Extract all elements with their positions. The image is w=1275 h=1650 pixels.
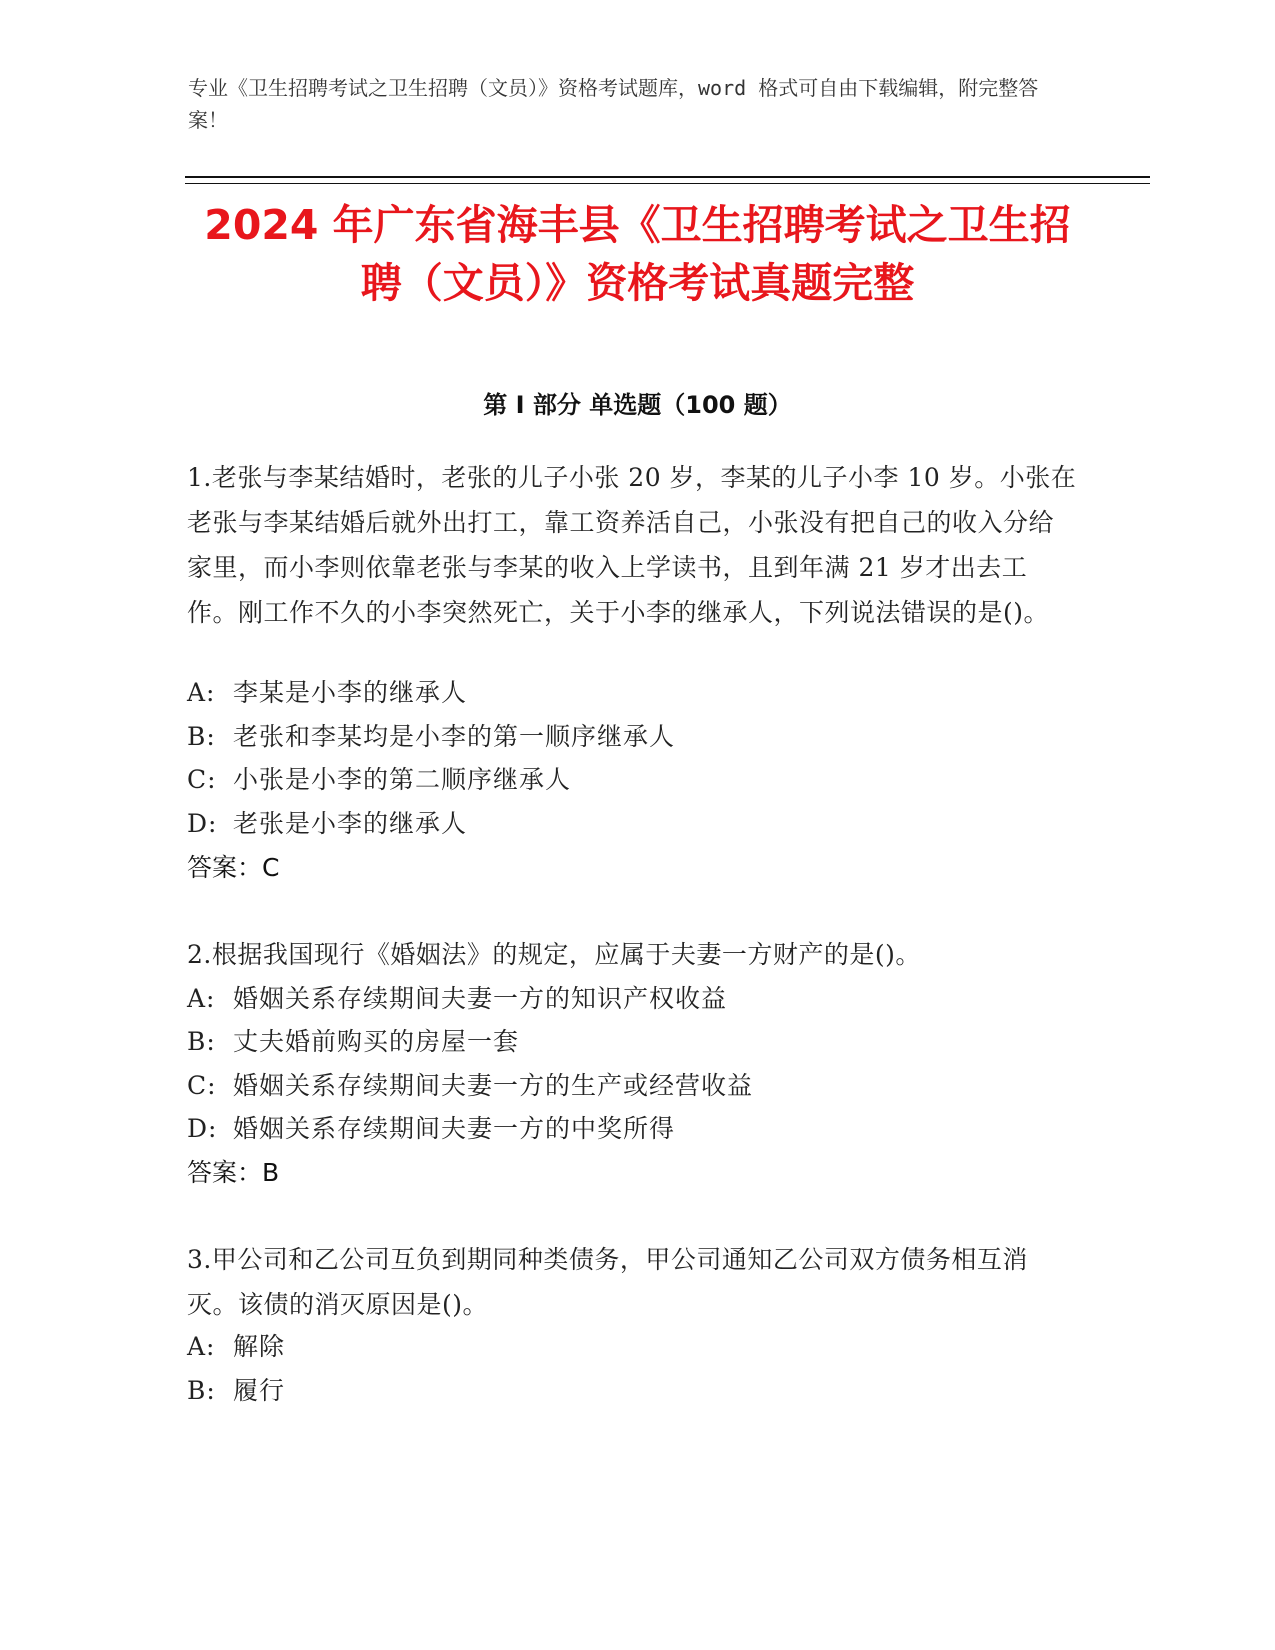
question-2-option-c: [187, 1063, 1077, 1108]
option-text: 婚姻关系存续期间夫妻一方的生产或经营收益: [233, 1071, 754, 1100]
option-text: 履行: [233, 1376, 286, 1405]
option-letter: D:: [187, 1114, 218, 1143]
header-divider-thin: [185, 183, 1150, 184]
option-letter: C:: [187, 765, 217, 794]
option-text: 婚姻关系存续期间夫妻一方的中奖所得: [233, 1114, 676, 1143]
question-3-stem: 3.甲公司和乙公司互负到期同种类债务，甲公司通知乙公司双方债务相互消灭。该债的消灭原因是()。: [187, 1245, 1028, 1319]
option-letter: B:: [187, 1027, 216, 1056]
option-text: 李某是小李的继承人: [233, 678, 468, 707]
question-1-option-b: [187, 714, 1077, 759]
option-letter: C:: [187, 1071, 217, 1100]
question-1-option-a: [187, 670, 1077, 715]
section-heading: 第 I 部分 单选题（100 题）: [483, 391, 792, 419]
option-text: 老张和李某均是小李的第一顺序继承人: [233, 722, 676, 751]
option-letter: A:: [187, 984, 216, 1013]
answer-value: B: [262, 1158, 280, 1187]
answer-prefix: 答案：: [187, 1158, 263, 1187]
answer-prefix: 答案：: [187, 853, 263, 882]
question-2-option-b: [187, 1019, 1077, 1064]
option-letter: B:: [187, 1376, 216, 1405]
option-text: 解除: [233, 1332, 286, 1361]
question-3-option-a: [187, 1324, 1077, 1369]
question-2-option-a: [187, 976, 1077, 1021]
question-2-option-d: [187, 1106, 1077, 1151]
question-2-stem: 2.根据我国现行《婚姻法》的规定，应属于夫妻一方财产的是()。: [187, 940, 921, 969]
header-divider-thick: [185, 176, 1150, 178]
question-1-answer: [187, 845, 279, 890]
option-letter: B:: [187, 722, 216, 751]
option-letter: D:: [187, 809, 218, 838]
option-text: 婚姻关系存续期间夫妻一方的知识产权收益: [233, 984, 728, 1013]
header-note: 专业《卫生招聘考试之卫生招聘（文员）》资格考试题库，word 格式可自由下载编辑，附完整答案！: [188, 76, 1039, 132]
question-1-option-c: [187, 757, 1077, 802]
question-3-option-b: [187, 1368, 1077, 1413]
question-2-answer: [187, 1150, 279, 1195]
question-1-option-d: [187, 801, 1077, 846]
question-1-stem: 1.老张与李某结婚时，老张的儿子小张 20 岁，李某的儿子小李 10 岁。小张在老张与李某结婚后就外出打工，靠工资养活自己，小张没有把自己的收入分给家里，而小李则依靠老张与李某的收入上学读书，且到年满 21 岁才出去工作。刚工作不久的小李突然死亡，关于小李的继承人，下列说法错误的是()。: [187, 463, 1077, 627]
option-letter: A:: [187, 1332, 216, 1361]
option-text: 老张是小李的继承人: [233, 809, 468, 838]
option-letter: A:: [187, 678, 216, 707]
option-text: 丈夫婚前购买的房屋一套: [233, 1027, 520, 1056]
answer-value: C: [262, 853, 280, 882]
document-title: 2024 年广东省海丰县《卫生招聘考试之卫生招聘（文员）》资格考试真题完整: [204, 201, 1071, 307]
option-text: 小张是小李的第二顺序继承人: [233, 765, 572, 794]
